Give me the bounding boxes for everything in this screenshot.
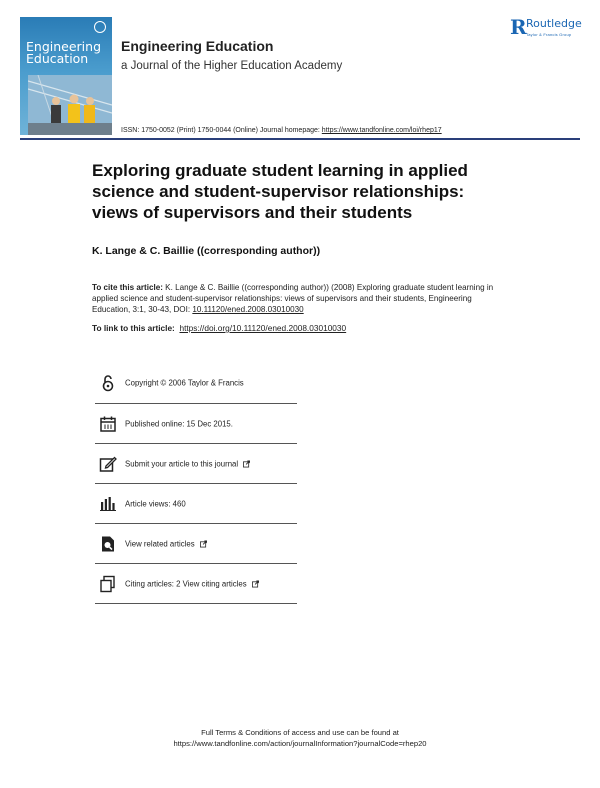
cover-title: [26, 41, 101, 65]
submit-article-item[interactable]: [95, 444, 297, 484]
emblem-icon: [94, 21, 106, 33]
publisher-tagline: Taylor & Francis Group: [526, 32, 572, 37]
article-title: Exploring graduate student learning in applied science and student-supervisor relationships: views of supervisors and their students: [92, 161, 468, 222]
bar-chart-icon: [99, 495, 117, 513]
article-doi-url[interactable]: https://doi.org/10.11120/ened.2008.03010030: [179, 323, 347, 333]
citation-text: K. Lange & C. Baillie ((corresponding author)) (2008) Exploring graduate student learning in applied science and student-supervisor relationships: views of supervisors and their students, Engineering Education, 3:1, 30-43, DOI:: [92, 283, 494, 314]
citation-block: [92, 282, 510, 315]
article-authors: K. Lange & C. Baillie ((corresponding author)): [92, 245, 321, 257]
footer-terms-text: Full Terms & Conditions of access and use can be found at: [201, 728, 399, 737]
issn-text: ISSN: 1750-0052 (Print) 1750-0044 (Online) Journal homepage:: [121, 127, 320, 134]
search-document-icon: [99, 535, 117, 553]
citing-articles-link[interactable]: [125, 579, 259, 588]
calendar-icon: [99, 415, 117, 433]
copyright-item: [95, 363, 297, 404]
article-views-text: Article views: 460: [125, 499, 186, 508]
routledge-logo-icon: R: [510, 15, 527, 39]
citing-articles-icon: [99, 575, 117, 593]
journal-cover-image: [20, 17, 112, 135]
citation-label: To cite this article:: [92, 283, 163, 292]
related-articles-item[interactable]: [95, 524, 297, 564]
issn-line: [121, 127, 442, 134]
journal-title: Engineering Education: [121, 38, 274, 54]
submit-article-label: Submit your article to this journal: [125, 459, 239, 468]
external-link-icon: [252, 580, 259, 587]
article-link-label: To link to this article:: [92, 323, 175, 333]
journal-homepage-link[interactable]: https://www.tandfonline.com/loi/rhep17: [321, 127, 442, 134]
publisher-name: Routledge: [526, 17, 582, 30]
open-access-lock-icon: [99, 374, 117, 392]
journal-subtitle: a Journal of the Higher Education Academy: [121, 60, 343, 72]
related-articles-link[interactable]: [125, 539, 207, 548]
footer-terms-link[interactable]: https://www.tandfonline.com/action/journalInformation?journalCode=rhep20: [173, 739, 427, 748]
copyright-text: Copyright © 2006 Taylor & Francis: [125, 378, 244, 388]
publisher-logo: [510, 16, 586, 42]
citing-articles-item[interactable]: [95, 564, 297, 604]
article-link-line: [92, 323, 346, 333]
citing-articles-label: Citing articles: 2 View citing articles: [125, 579, 247, 588]
header-divider: [20, 138, 580, 140]
related-articles-label: View related articles: [125, 539, 195, 548]
cover-photo-icon: [28, 75, 112, 135]
edit-icon: [99, 455, 117, 473]
published-online-text: Published online: 15 Dec 2015.: [125, 419, 233, 428]
cover-title-line1: Engineering: [26, 39, 101, 54]
footer: [0, 727, 600, 749]
article-views-item: [95, 484, 297, 524]
cover-title-line2: Education: [26, 51, 89, 66]
article-meta-list: [95, 363, 297, 604]
external-link-icon: [243, 460, 250, 467]
submit-article-link[interactable]: [125, 459, 250, 468]
published-online-item: [95, 404, 297, 444]
citation-doi-link[interactable]: 10.11120/ened.2008.03010030: [192, 305, 304, 314]
external-link-icon: [200, 540, 207, 547]
